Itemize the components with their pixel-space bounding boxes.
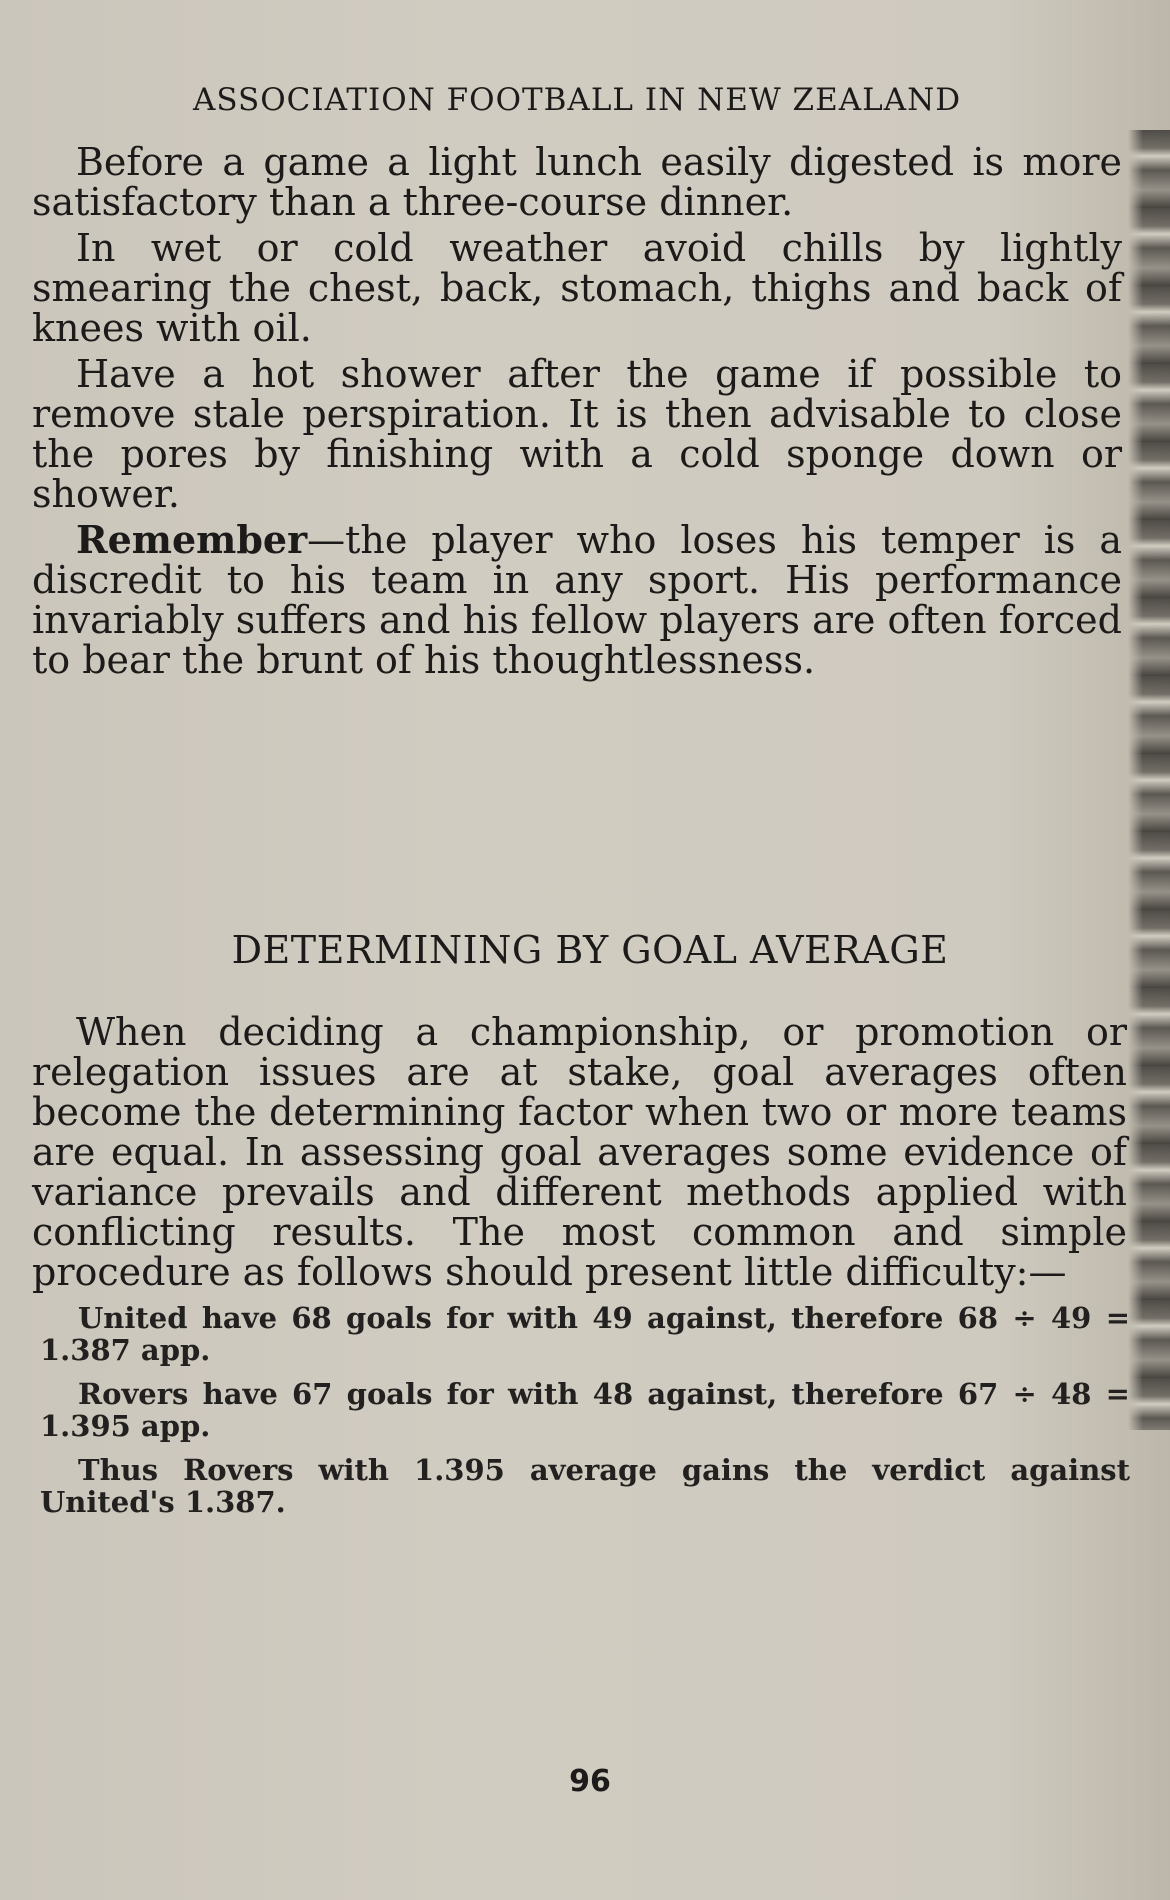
paragraph-lunch: Before a game a light lunch easily digested is more satisfactory than a three-course dinner. [32,140,1122,224]
example-united: United have 68 goals for with 49 against, therefore 68 ÷ 49 = 1.387 app. [40,1301,1130,1367]
running-head: ASSOCIATION FOOTBALL IN NEW ZEALAND [192,82,962,118]
example-rovers: Rovers have 67 goals for with 48 against, therefore 67 ÷ 48 = 1.395 app. [40,1377,1130,1443]
adjacent-page-edge [1128,130,1170,1430]
section-title: DETERMINING BY GOAL AVERAGE [231,928,949,972]
goal-average-section [32,1012,1127,1298]
advice-section [32,142,1122,686]
remember-lead: Remember [76,517,308,562]
paragraph-remember [32,517,1122,682]
paragraph-oil: In wet or cold weather avoid chills by lightly smearing the chest, back, stomach, thighs and back of knees with oil. [32,226,1122,350]
example-verdict: Thus Rovers with 1.395 average gains the verdict against United's 1.387. [40,1453,1130,1519]
paragraph-shower: Have a hot shower after the game if possible to remove stale perspiration. It is then advisable to close the pores by finishing with a cold sponge down or shower. [32,352,1122,516]
paragraph-goal-average: When deciding a championship, or promotion or relegation issues are at stake, goal averages often become the determining factor when two or more teams are equal. In assessing goal averages some evidence of variance prevails and different methods applied with conflicting results. The most common and simple procedure as follows should present little difficulty:— [32,1010,1127,1294]
remember-rest: —the player who loses his temper is a discredit to his team in any sport. His performance invariably suffers and his fellow players are often forced to bear the brunt of his thoughtlessness. [32,518,1122,682]
page-number: 96 [569,1764,611,1799]
examples-block [40,1302,1130,1530]
